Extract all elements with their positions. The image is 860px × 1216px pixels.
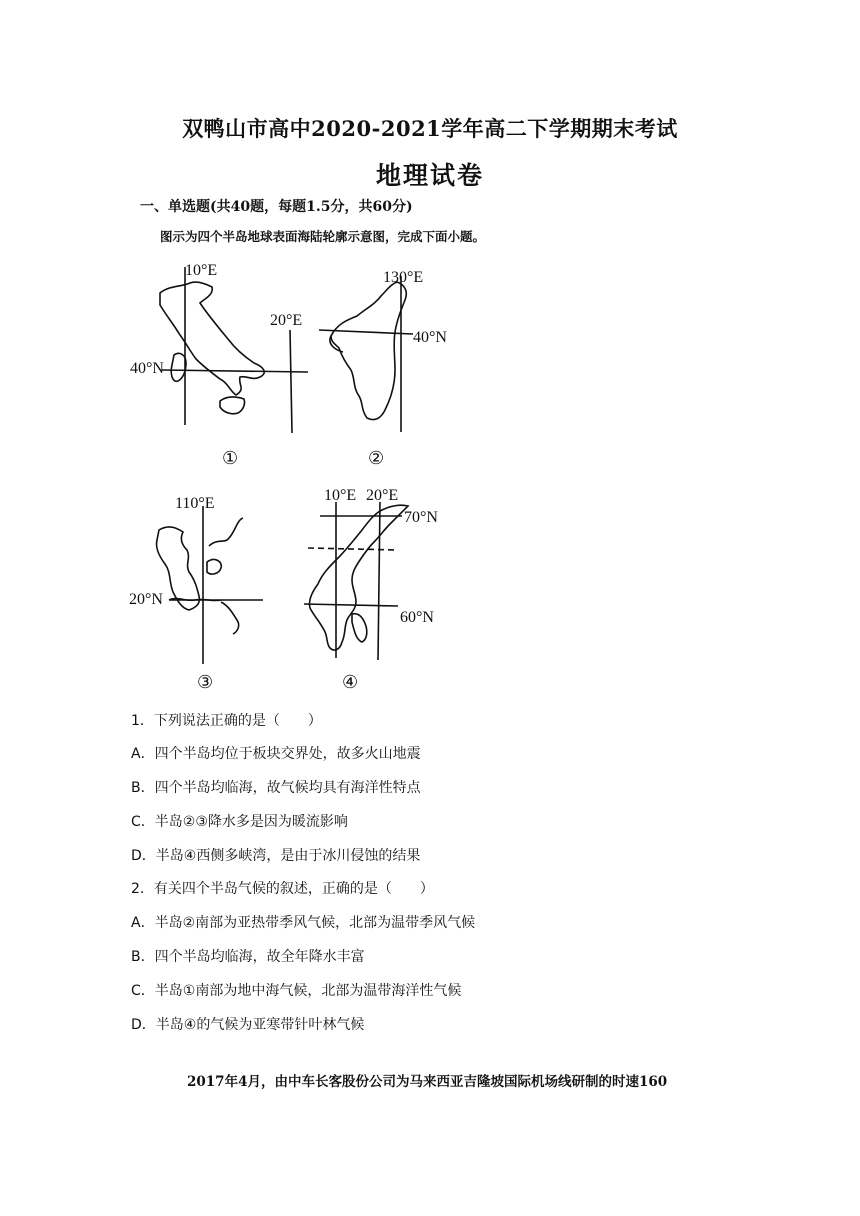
map3-number: ③ [197, 672, 214, 693]
map2-label-130e: 130°E [383, 269, 424, 286]
map4-label-60n: 60°N [400, 609, 434, 626]
question-1-option-b: B．四个半岛均临海，故气候均具有海洋性特点 [131, 780, 421, 796]
map2-number: ② [368, 448, 385, 469]
map-south-china-peninsula [125, 488, 275, 668]
map4-label-70n: 70°N [404, 509, 438, 526]
map3-label-110e: 110°E [175, 495, 215, 512]
map1-number: ① [222, 448, 239, 469]
map1-label-10e: 10°E [185, 262, 218, 279]
map-italy-peninsula [120, 255, 320, 435]
question-2-stem: 2．有关四个半岛气候的叙述，正确的是（ ） [131, 881, 434, 897]
question-1-option-c: C．半岛②③降水多是因为暖流影响 [131, 814, 348, 830]
exam-title: 双鸭山市高中2020-2021学年高二下学期期末考试 [182, 116, 678, 141]
map-scandinavian-peninsula [290, 484, 460, 664]
question-2-option-d: D．半岛④的气候为亚寒带针叶林气候 [131, 1017, 365, 1033]
map1-label-40n: 40°N [130, 360, 164, 377]
exam-subject-title: 地理试卷 [375, 161, 484, 190]
section-heading: 一、单选题(共40题，每题1.5分，共60分) [140, 199, 413, 215]
map-korea-peninsula [315, 262, 465, 437]
question-2-option-b: B．四个半岛均临海，故全年降水丰富 [131, 949, 365, 965]
map4-label-10e: 10°E [324, 487, 357, 504]
map3-label-20n: 20°N [129, 591, 163, 608]
question-1-option-a: A．四个半岛均位于板块交界处，故多火山地震 [131, 746, 421, 762]
map2-label-40n: 40°N [413, 329, 447, 346]
question-2-option-a: A．半岛②南部为亚热带季风气候，北部为温带季风气候 [131, 915, 476, 931]
map4-label-20e: 20°E [366, 487, 399, 504]
map1-label-20e: 20°E [270, 312, 303, 329]
question-1-stem: 1．下列说法正确的是（ ） [131, 713, 322, 729]
question-2-option-c: C．半岛①南部为地中海气候，北部为温带海洋性气候 [131, 983, 462, 999]
next-question-passage: 2017年4月，由中车长客股份公司为马来西亚吉隆坡国际机场线研制的时速160 [187, 1074, 668, 1090]
question-intro: 图示为四个半岛地球表面海陆轮廓示意图，完成下面小题。 [160, 229, 486, 244]
question-1-option-d: D．半岛④西侧多峡湾，是由于冰川侵蚀的结果 [131, 848, 421, 864]
map4-number: ④ [342, 672, 359, 693]
